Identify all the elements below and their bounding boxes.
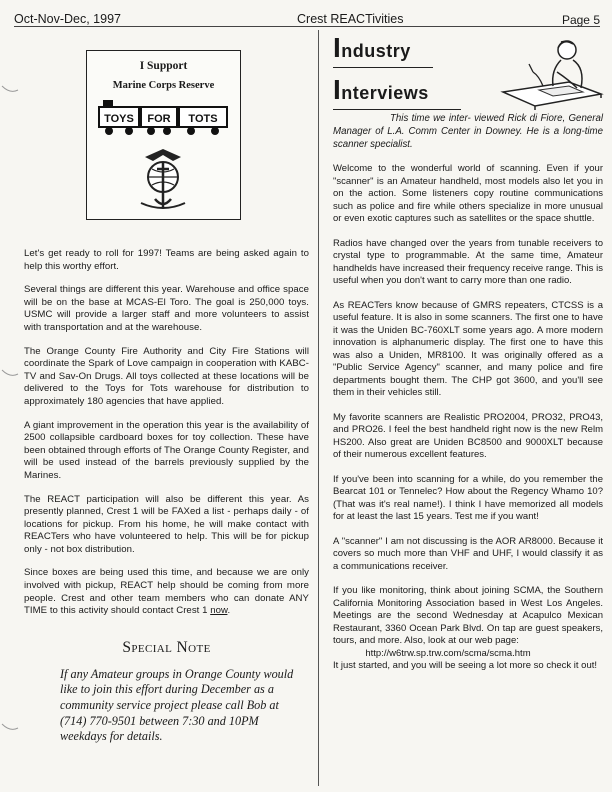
paragraph: Several things are different this year. Warehouse and office space will be on the base at MCAS-El Toro. The goal is 250,000 toys. USMC will provide a larger staff and more volunteers to assist with transportation and at the warehouse. — [24, 284, 309, 333]
paragraph: Radios have changed over the years from tunable receivers to crystal type to programmable. At the same time, Amateur handhelds have increased their frequency receive range. This is useful when you don't want to carry more than one radio. — [333, 237, 603, 287]
svg-text:TOTS: TOTS — [188, 113, 218, 125]
paragraph: It just started, and you will be seeing a lot more so check it out! — [333, 660, 598, 672]
paragraph-text: Since boxes are being used this time, and because we are only involved with pickup, REACT help should be coming from more people. Crest and other team members who can donate ANY TIME to this activity should contact Crest 1 — [24, 567, 309, 617]
toys-for-tots-ad — [86, 50, 241, 220]
header-rule — [14, 26, 600, 27]
scan-mark-icon — [0, 722, 20, 734]
paragraph: A giant improvement in the operation this year is the availability of 2500 collapsible cardboard boxes for toy collection. These have been obtained through efforts of The Orange County Register, and will be used instead of the barrels previously supplied by the Marines. — [24, 419, 309, 481]
ad-subheadline: Marine Corps Reserve — [112, 80, 215, 91]
paragraph: The REACT participation will also be different this year. As presently planned, Crest 1 will be FAXed a list - perhaps daily - of locations for pickup. From his home, he will make contact with REACTers who have volunteered to help. This will be for pickup only - not box distribution. — [24, 493, 309, 555]
paragraph: If you've been into scanning for a while, do you remember the Bearcat 101 or Tennelec? How about the Regency Whamo 10? (That was it's real name!). I think I have memorized all models for at least the last 15 years. Test me if you want! — [333, 473, 603, 523]
title-line-interviews — [333, 74, 429, 105]
title-underline — [333, 67, 433, 68]
underlined-word: now — [210, 605, 228, 617]
usmc-eagle-globe-anchor-icon — [135, 143, 191, 213]
right-column — [333, 32, 603, 685]
newsletter-title: Crest REACTivities — [297, 12, 404, 26]
left-column — [24, 34, 309, 745]
intro-text: viewed Rick di Fiore, General Manager of L.A. Comm Center in Downey. He is a long-time scanner specialist. — [333, 113, 603, 150]
paragraph — [24, 567, 309, 617]
toys-for-tots-train-icon — [97, 97, 229, 137]
page-number: Page 5 — [561, 13, 600, 27]
ad-headline: I Support — [139, 60, 188, 72]
scan-mark-icon — [0, 84, 20, 96]
title-word: ndustry — [341, 41, 411, 61]
special-note-body: If any Amateur groups in Orange County would like to join this effort during December as a community service project please call Bob at (714) 770-9501 between 7:30 and 10PM weekdays for details. — [60, 666, 294, 744]
title-initial: I — [333, 32, 342, 63]
svg-text:FOR: FOR — [147, 113, 171, 125]
person-reading-at-desk-icon — [499, 36, 605, 110]
paragraph: Welcome to the wonderful world of scanning. Even if your "scanner" is an Amateur handheld, most models also let you in on the action. Some listeners copy routine communications such as police and fire while others specialize in more unusual or even exotic captures such as satellites or the space shuttle. — [333, 163, 603, 225]
page-header — [14, 8, 600, 28]
title-underline — [333, 109, 461, 110]
paragraph-end: . — [227, 605, 231, 617]
title-line-industry — [333, 32, 411, 63]
paragraph: My favorite scanners are Realistic PRO2004, PRO32, PRO43, and PRO26. I feel the best handheld right now is the new Relm HS200. Also great are Uniden BC8500 and 9000XLT because of their numerous excellent features. — [333, 411, 603, 461]
special-note-title: Special Note — [122, 638, 211, 656]
article-intro — [333, 113, 603, 151]
paragraph: A "scanner" I am not discussing is the AOR AR8000. Because it covers so much more than VHF and UHF, I would classify it as a communications receiver. — [333, 535, 603, 572]
paragraph: The Orange County Fire Authority and City Fire Stations will coordinate the Spark of Love campaign in cooperation with KABC-TV and Sav-On Drugs. All toys collected at these locations will be delivered to the Toys for Tots warehouse for distribution to approximately 180 agencies that have applied. — [24, 345, 309, 407]
paragraph: As REACTers know because of GMRS repeaters, CTCSS is a useful feature. It is also in some scanners. The first one to have it was the Uniden BC-760XLT some years ago. A more modern innovation is alphanumeric display. The first one to have this was also a Uniden, MR8100. It was originally offered as a "Public Service Agency" scanner, and many police and fire departments bought them. The CHP got 3600, and you'll see them in their vehicles still. — [333, 299, 603, 399]
web-address[interactable]: http://w6trw.sp.trw.com/scma/scma.htm — [365, 647, 531, 659]
paragraph: If you like monitoring, think about joining SCMA, the Southern California Monitoring Association based in West Los Angeles. Meetings are the second Wednesday at Acapulco Mexican Restaurant, 3360 Ocean Park Blvd. On tap are guest speakers, tours, and more. Also, look at our web page: — [333, 585, 603, 647]
title-initial: I — [333, 74, 342, 105]
article-title — [333, 32, 603, 110]
scan-mark-icon — [0, 368, 20, 380]
intro-first-line: This time we inter- — [390, 113, 471, 124]
svg-text:TOYS: TOYS — [104, 113, 134, 125]
issue-date: Oct-Nov-Dec, 1997 — [14, 12, 121, 26]
paragraph: Let's get ready to roll for 1997! Teams are being asked again to help this worthy effort. — [24, 248, 309, 272]
column-divider — [318, 30, 319, 786]
title-word: nterviews — [341, 83, 429, 103]
